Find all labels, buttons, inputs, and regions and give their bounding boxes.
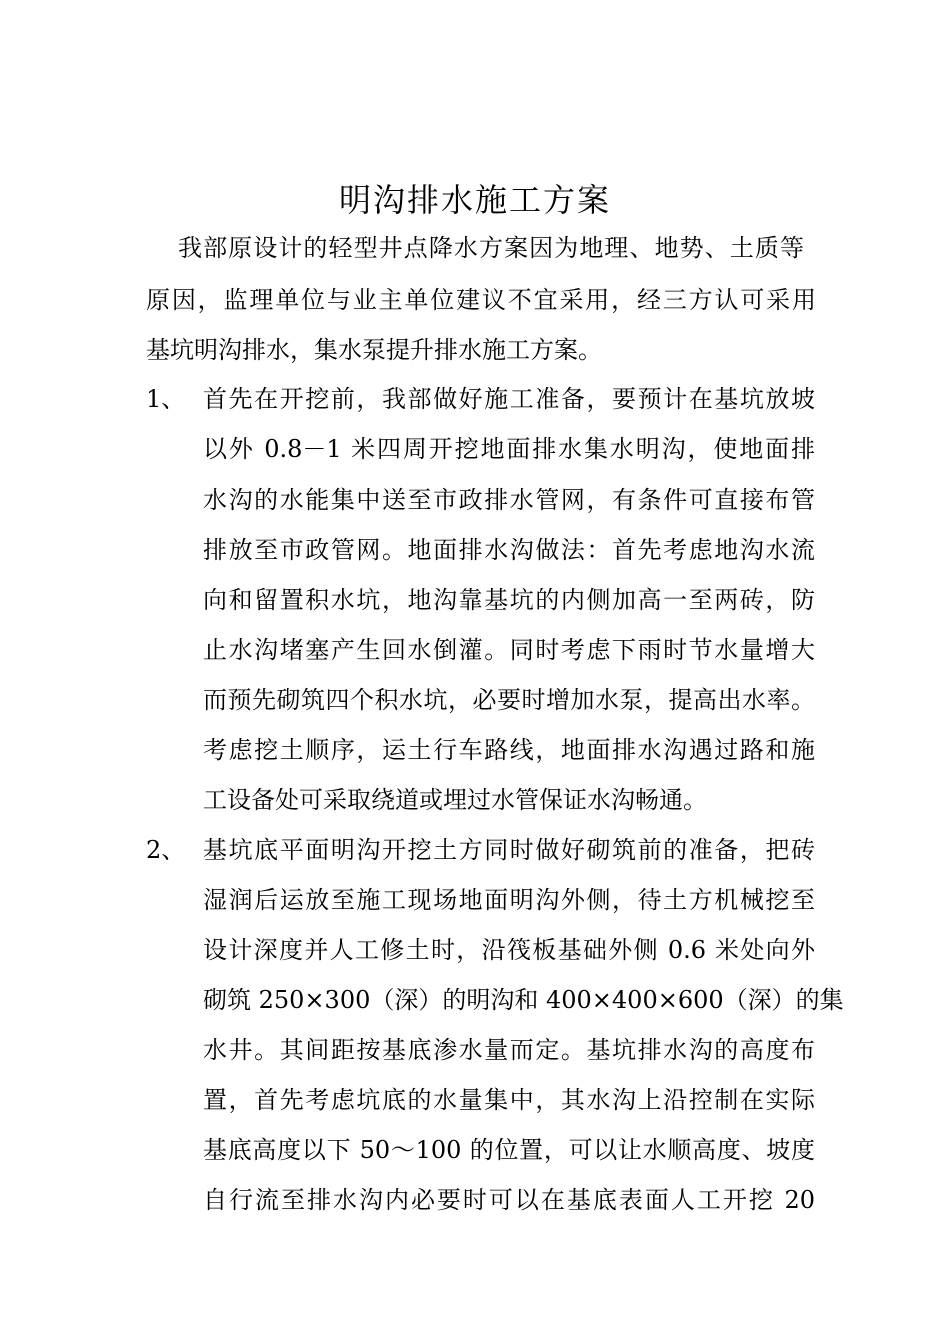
list-item-line: 设计深度并人工修土时，沿筏板基础外侧 0.6 米处向外 xyxy=(203,936,815,964)
list-item-line: 基底高度以下 50～100 的位置，可以让水顺高度、坡度 xyxy=(203,1136,815,1164)
intro-line: 我部原设计的轻型井点降水方案因为地理、地势、土质等 xyxy=(178,234,804,262)
list-item-number: 1、 xyxy=(146,385,186,413)
list-item-line: 而预先砌筑四个积水坑，必要时增加水泵，提高出水率。 xyxy=(203,686,815,714)
list-item-number: 2、 xyxy=(146,836,186,864)
list-item-line: 置，首先考虑坑底的水量集中，其水沟上沿控制在实际 xyxy=(203,1086,815,1114)
list-item-line: 考虑挖土顺序，运土行车路线，地面排水沟遇过路和施 xyxy=(203,736,815,764)
intro-line: 原因，监理单位与业主单位建议不宜采用，经三方认可采用 xyxy=(146,286,816,314)
list-item-line: 排放至市政管网。地面排水沟做法：首先考虑地沟水流 xyxy=(203,536,815,564)
list-item-line: 以外 0.8－1 米四周开挖地面排水集水明沟，使地面排 xyxy=(203,435,815,463)
list-item-line: 向和留置积水坑，地沟靠基坑的内侧加高一至两砖，防 xyxy=(203,586,815,614)
list-item-line: 基坑底平面明沟开挖土方同时做好砌筑前的准备，把砖 xyxy=(203,836,815,864)
intro-line: 基坑明沟排水，集水泵提升排水施工方案。 xyxy=(146,336,602,364)
list-item-line: 水井。其间距按基底渗水量而定。基坑排水沟的高度布 xyxy=(203,1036,815,1064)
list-item-line: 砌筑 250×300（深）的明沟和 400×400×600（深）的集 xyxy=(203,986,844,1014)
document-title: 明沟排水施工方案 xyxy=(338,181,611,219)
list-item-line: 湿润后运放至施工现场地面明沟外侧，待土方机械挖至 xyxy=(203,886,815,914)
list-item-line: 工设备处可采取绕道或埋过水管保证水沟畅通。 xyxy=(203,786,707,814)
list-item-line: 止水沟堵塞产生回水倒灌。同时考虑下雨时节水量增大 xyxy=(203,636,815,664)
list-item-line: 水沟的水能集中送至市政排水管网，有条件可直接布管 xyxy=(203,486,815,514)
list-item-line: 自行流至排水沟内必要时可以在基底表面人工开挖 20 xyxy=(203,1186,815,1214)
list-item-line: 首先在开挖前，我部做好施工准备，要预计在基坑放坡 xyxy=(203,385,815,413)
